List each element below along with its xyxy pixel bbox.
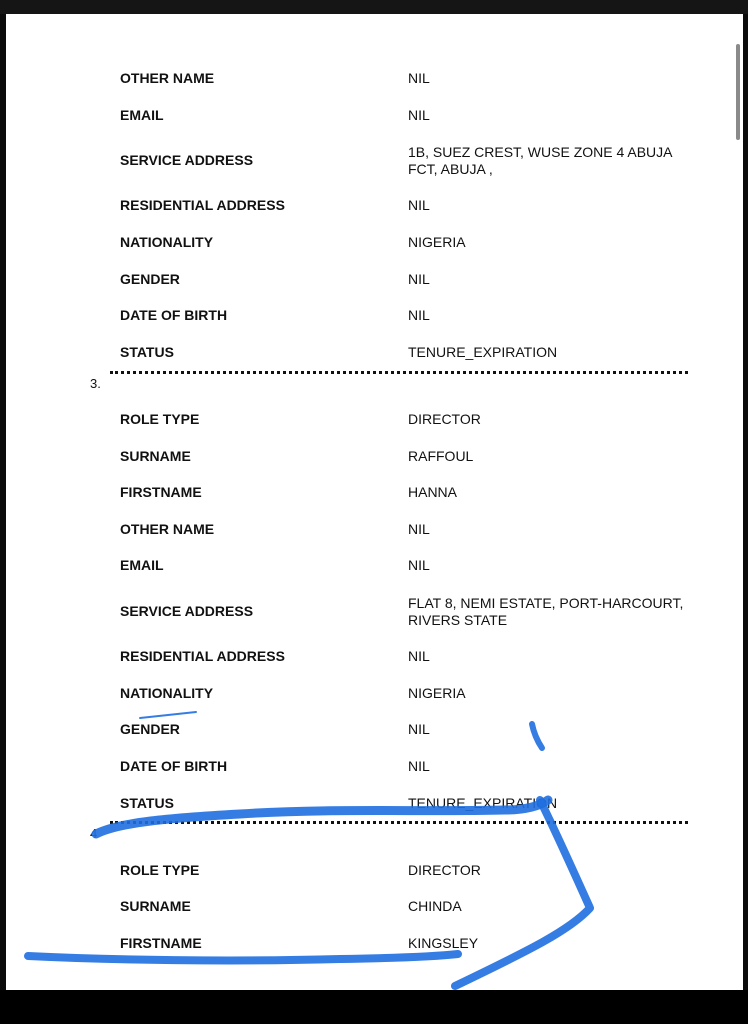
field-value: NIL: [408, 107, 430, 123]
field-value: HANNA: [408, 484, 458, 500]
field-label: FIRSTNAME: [120, 484, 202, 500]
field-label: STATUS: [120, 795, 174, 811]
field-label: OTHER NAME: [120, 70, 215, 86]
field-label: SERVICE ADDRESS: [120, 603, 254, 619]
section-number: 4: [90, 826, 98, 841]
field-value: DIRECTOR: [408, 862, 481, 878]
field-label: GENDER: [120, 271, 180, 287]
field-label: SURNAME: [120, 898, 191, 914]
field-label: SERVICE ADDRESS: [120, 152, 254, 168]
field-label: NATIONALITY: [120, 685, 214, 701]
field-value: NIL: [408, 197, 430, 213]
scrollbar-thumb[interactable]: [736, 44, 740, 140]
field-label: FIRSTNAME: [120, 935, 202, 951]
field-label: ROLE TYPE: [120, 411, 200, 427]
field-label: SURNAME: [120, 448, 191, 464]
field-value: CHINDA: [408, 898, 462, 914]
field-value: NIL: [408, 271, 430, 287]
field-value: TENURE_EXPIRATION: [408, 344, 558, 360]
viewer-top-bar: [0, 0, 748, 14]
field-label: RESIDENTIAL ADDRESS: [120, 648, 285, 664]
field-value: NIL: [408, 307, 430, 323]
field-label: RESIDENTIAL ADDRESS: [120, 197, 285, 213]
document-page: [6, 14, 743, 990]
field-label: STATUS: [120, 344, 174, 360]
section-separator: [110, 821, 688, 824]
field-label: ROLE TYPE: [120, 862, 200, 878]
field-value: 1B, SUEZ CREST, WUSE ZONE 4 ABUJA FCT, ABUJA ,: [408, 144, 672, 177]
field-value: FLAT 8, NEMI ESTATE, PORT-HARCOURT, RIVERS STATE: [408, 595, 684, 628]
field-label: GENDER: [120, 721, 180, 737]
field-value: NIL: [408, 721, 430, 737]
section-separator: [110, 371, 688, 374]
field-value: NIL: [408, 557, 430, 573]
field-value: DIRECTOR: [408, 411, 481, 427]
field-label: DATE OF BIRTH: [120, 307, 228, 323]
field-value: NIL: [408, 70, 430, 86]
field-value: NIL: [408, 758, 430, 774]
field-value: NIGERIA: [408, 234, 466, 250]
viewer-bottom-bar: [0, 990, 748, 1024]
field-value: RAFFOUL: [408, 448, 474, 464]
field-value: TENURE_EXPIRATION: [408, 795, 558, 811]
field-value: NIGERIA: [408, 685, 466, 701]
field-label: EMAIL: [120, 107, 164, 123]
field-label: EMAIL: [120, 557, 164, 573]
field-value: NIL: [408, 521, 430, 537]
field-label: NATIONALITY: [120, 234, 214, 250]
field-label: DATE OF BIRTH: [120, 758, 228, 774]
field-value: NIL: [408, 648, 430, 664]
field-label: OTHER NAME: [120, 521, 215, 537]
section-number: 3.: [90, 376, 101, 391]
field-value: KINGSLEY: [408, 935, 479, 951]
